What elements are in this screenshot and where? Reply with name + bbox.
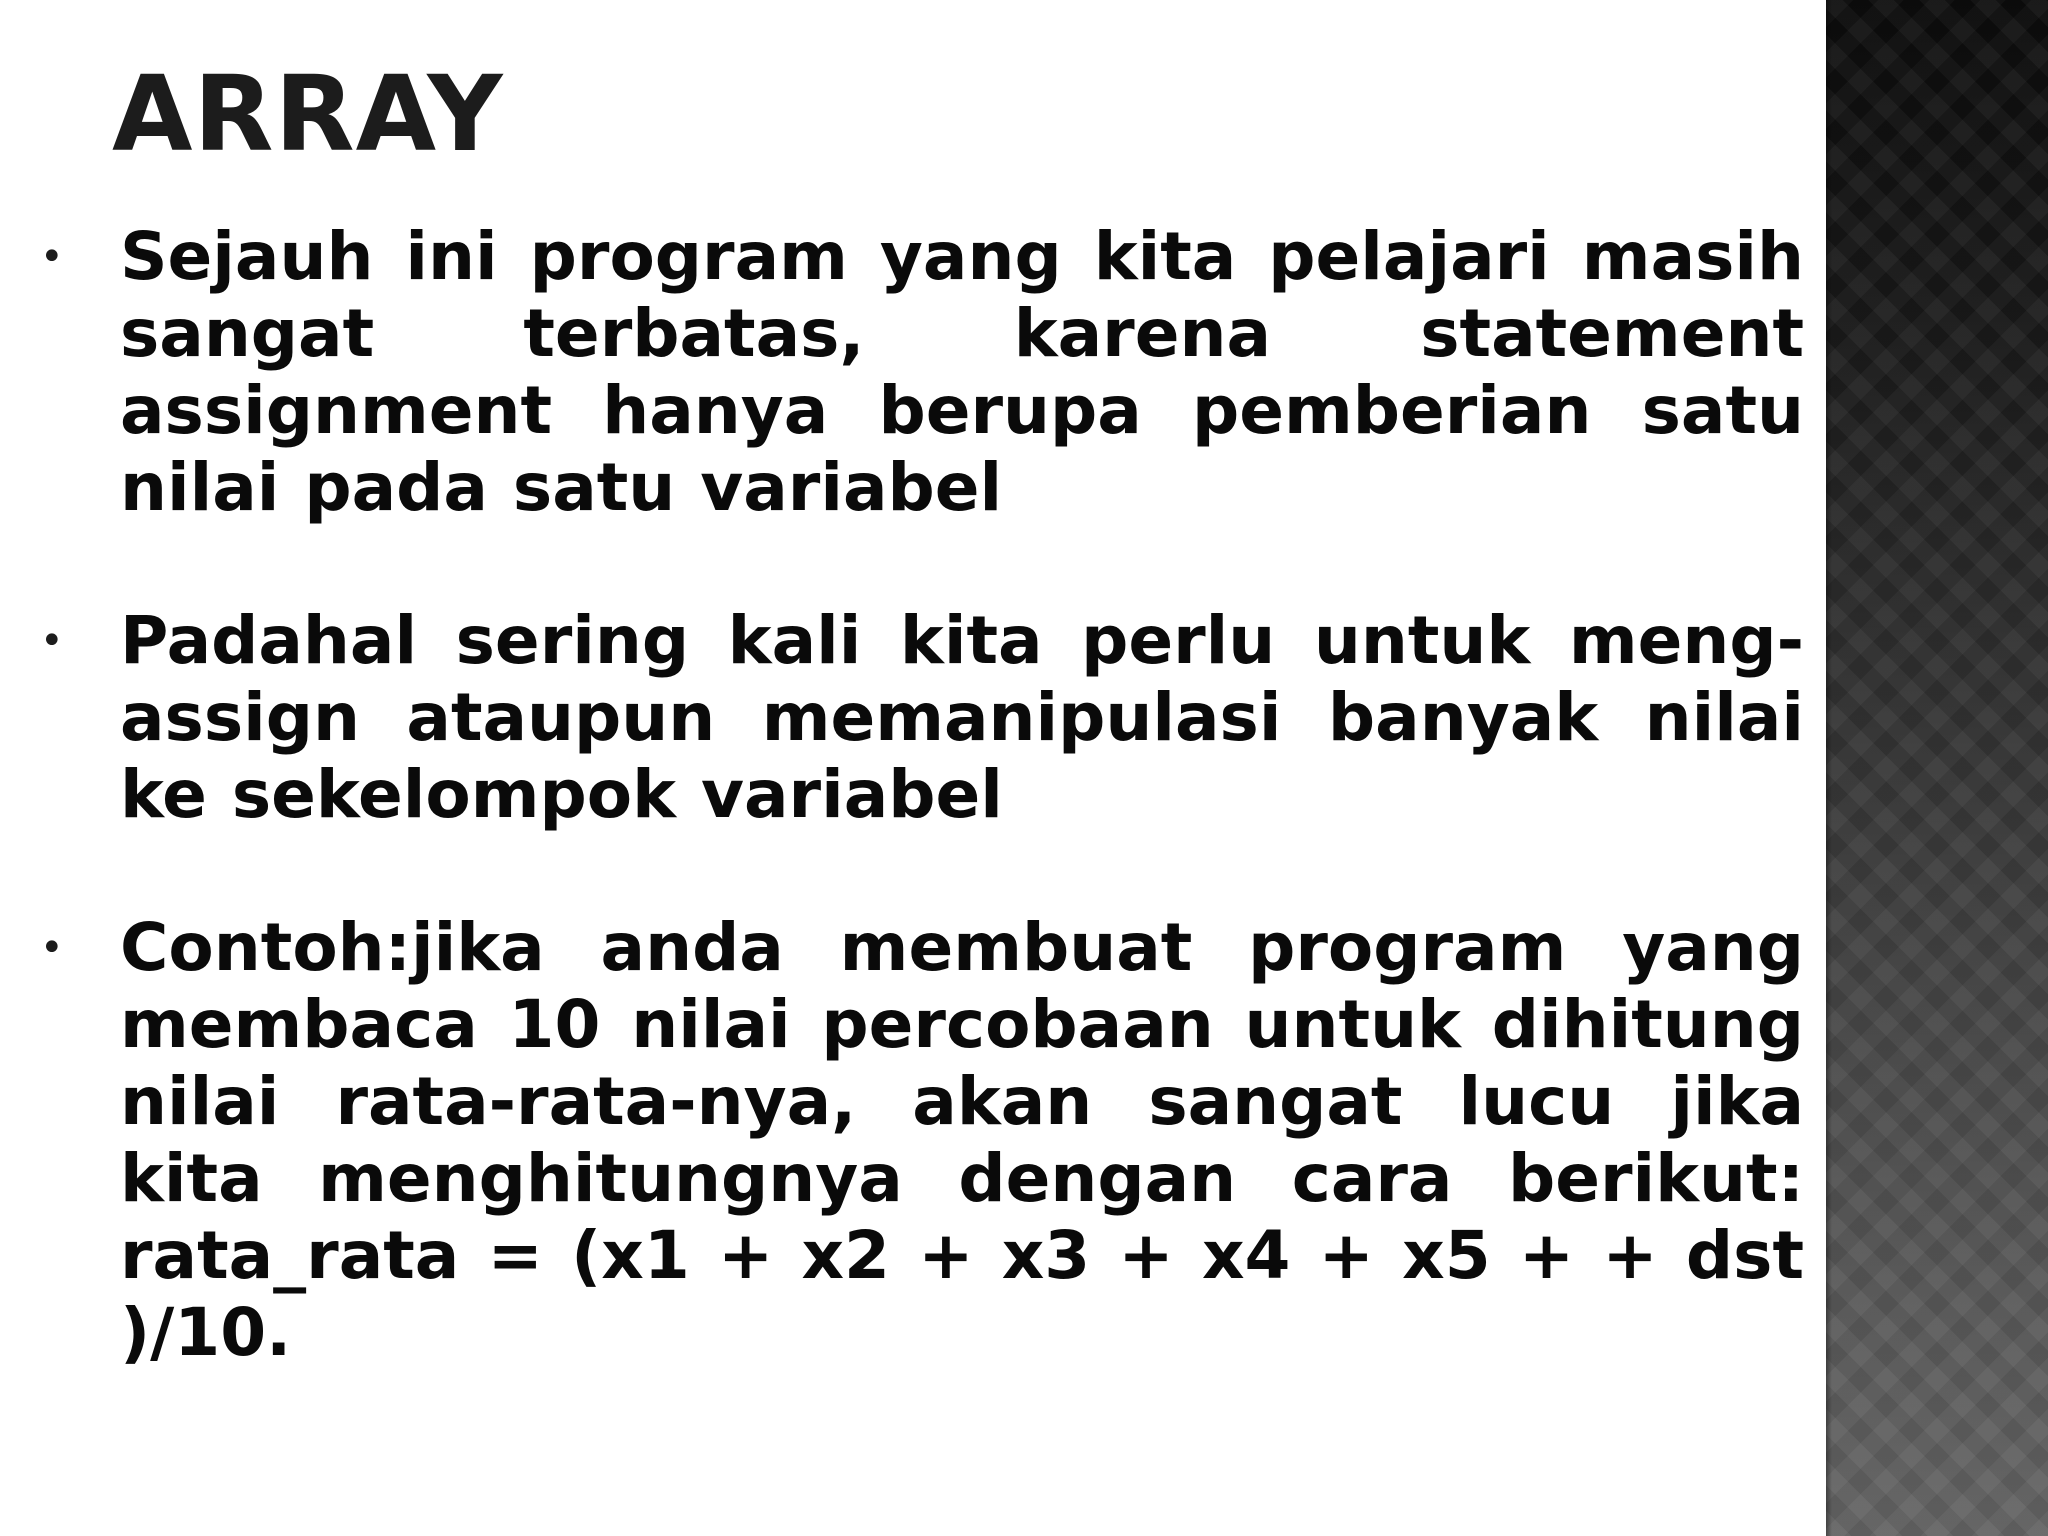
bullet-marker-icon: • <box>40 618 64 664</box>
bullet-text: Padahal sering kali kita perlu untuk meng-assign ataupun memanipulasi banyak nilai ke sekelompok variabel <box>120 602 1804 833</box>
bullet-text: Contoh:jika anda membuat program yang membaca 10 nilai percobaan untuk dihitung nilai rata-rata-nya, akan sangat lucu jika kita menghitungnya dengan cara berikut: rata_rata = (x1 + x2 + x3 + x4 + x5 + + dst )/10. <box>120 909 1804 1371</box>
bullet-item <box>36 909 1804 1371</box>
bullet-list <box>36 218 1804 1447</box>
side-band-shadow <box>1826 0 1832 1536</box>
bullet-marker-icon: • <box>40 234 64 280</box>
bullet-item <box>36 218 1804 526</box>
slide-title: ARRAY <box>112 53 504 175</box>
bullet-marker-icon: • <box>40 925 64 971</box>
bullet-item <box>36 602 1804 833</box>
decorative-side-band <box>1826 0 2048 1536</box>
bullet-text: Sejauh ini program yang kita pelajari masih sangat terbatas, karena statement assignment hanya berupa pemberian satu nilai pada satu variabel <box>120 218 1804 526</box>
